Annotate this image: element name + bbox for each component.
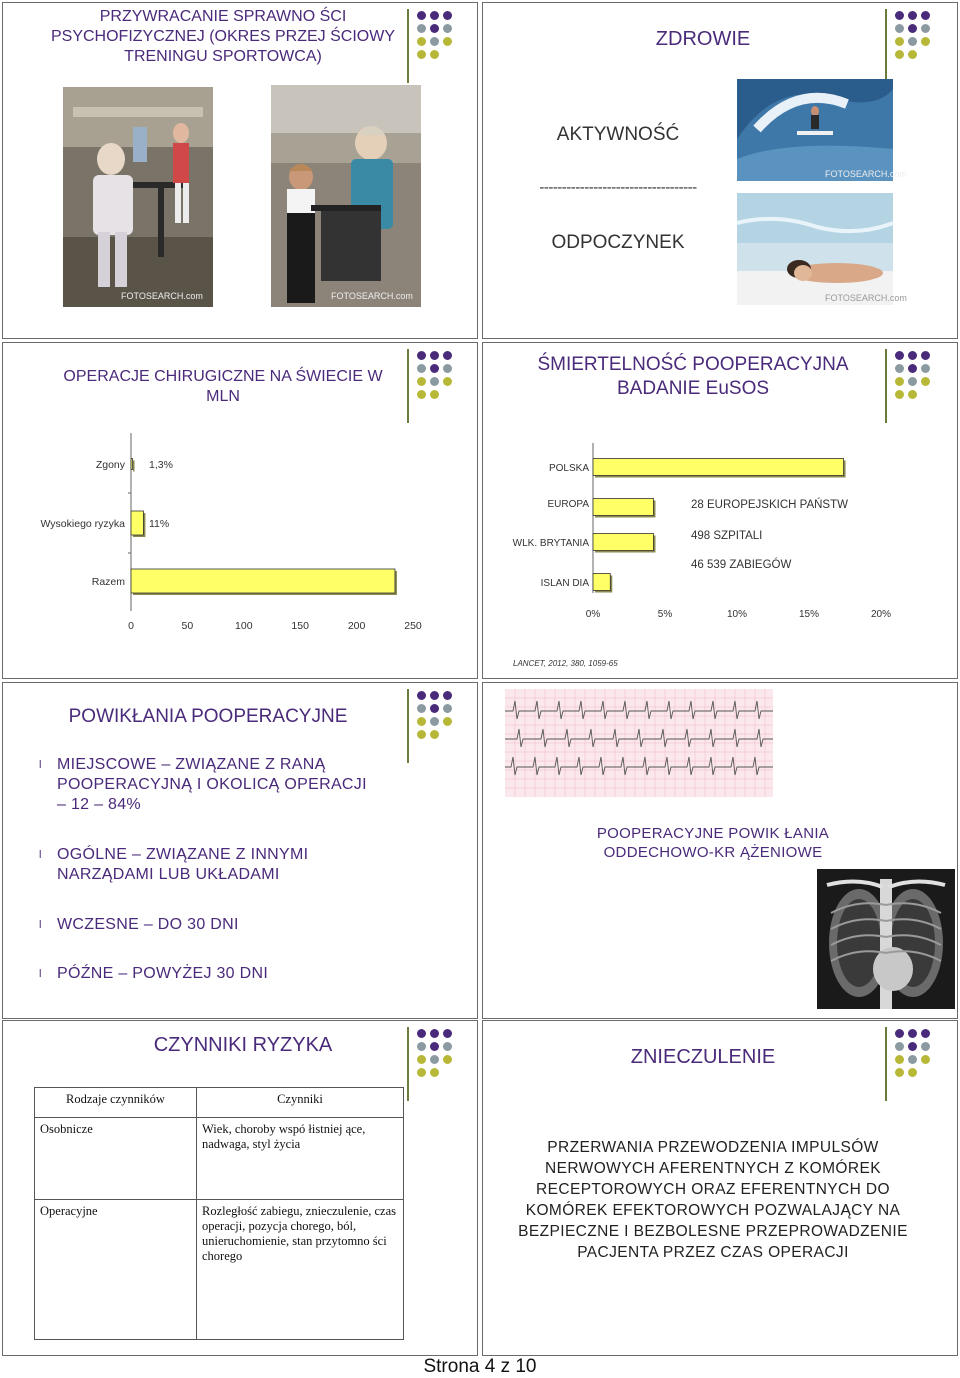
x-tick-label: 5%	[657, 609, 673, 620]
chest-xray-image	[817, 869, 955, 1009]
table-row	[35, 1118, 404, 1200]
bullet-local	[39, 755, 377, 815]
decorative-dots-icon	[895, 1029, 935, 1089]
category-label: EUROPA	[547, 499, 589, 510]
risk-factors-table	[34, 1087, 404, 1340]
slide-health	[482, 2, 958, 339]
decorative-dots-icon	[417, 11, 457, 71]
separator-line: -----------------------------------	[539, 179, 697, 196]
page-footer: Strona 4 z 10	[423, 1356, 537, 1377]
rest-label: ODPOCZYNEK	[551, 232, 685, 253]
slide-title: CZYNNIKI RYZYKA	[153, 1034, 333, 1056]
bullet-text: PÓŹNE – POWYŻEJ 30 DNI	[57, 965, 269, 982]
mortality-bar-chart	[483, 343, 959, 680]
watermark: FOTOSEARCH.com	[121, 291, 203, 301]
x-tick-label: 200	[347, 620, 366, 632]
x-tick-label: 20%	[870, 609, 892, 620]
slide-title: POWIKŁANIA POOPERACYJNE	[68, 706, 348, 727]
slide-surgery-worldwide	[2, 342, 478, 679]
surfer-photo	[737, 79, 907, 181]
bullet-glyph: l	[39, 759, 42, 771]
slide-risk-factors	[2, 1020, 478, 1356]
category-label: ISLAN DIA	[540, 578, 589, 589]
bar	[593, 499, 653, 516]
category-label: POLSKA	[548, 463, 589, 474]
slide-anesthesia	[482, 1020, 958, 1356]
accent-bar	[407, 9, 409, 83]
table-cell: Operacyjne	[35, 1200, 197, 1340]
bullet-general	[39, 845, 377, 885]
annotation-countries: 28 EUROPEJSKICH PAŃSTW	[691, 499, 848, 511]
slide-title: OPERACJE CHIRUGICZNE NA ŚWIECIE W MLN	[63, 368, 383, 405]
slide-title: ZNIECZULENIE	[630, 1046, 776, 1068]
slide-title: ZDROWIE	[655, 28, 751, 50]
decorative-dots-icon	[417, 1029, 457, 1089]
bar	[131, 511, 143, 535]
watermark: FOTOSEARCH.com	[825, 169, 907, 179]
table-row	[35, 1200, 404, 1340]
slide-complications	[2, 682, 478, 1019]
slide-postoperative-mortality	[482, 342, 958, 679]
bar-shadow	[133, 461, 135, 472]
slide-cardiorespiratory	[482, 682, 958, 1019]
column-header: Rodzaje czynników	[35, 1088, 197, 1118]
bullet-early	[39, 915, 377, 935]
bullet-text: MIEJSCOWE – ZWIĄZANE Z RANĄ POOPERACYJNĄ I OKOLICĄ OPERACJI – 12 – 84%	[57, 756, 367, 813]
bar	[593, 534, 653, 551]
accent-bar	[885, 9, 887, 83]
watermark: FOTOSEARCH.com	[825, 293, 907, 303]
x-tick-label: 250	[404, 620, 422, 632]
accent-bar	[407, 689, 409, 763]
bullet-text: OGÓLNE – ZWIĄZANE Z INNYMI NARZĄDAMI LUB UKŁADAMI	[57, 846, 309, 883]
data-label: 1,3%	[149, 459, 173, 471]
slide-title: PRZYWRACANIE SPRAWNO ŚCI PSYCHOFIZYCZNEJ (OKRES PRZEJ ŚCIOWY TRENINGU SPORTOWCA)	[50, 8, 396, 65]
ecg-image	[505, 689, 773, 797]
relaxing-woman-photo	[737, 193, 907, 305]
decorative-dots-icon	[895, 11, 935, 71]
slide-caption: POOPERACYJNE POWIK ŁANIA ODDECHOWO-KR ĄŻENIOWE	[596, 825, 830, 861]
gym-photo-elderly-man	[63, 87, 213, 307]
activity-label: AKTYWNOŚĆ	[556, 124, 680, 145]
data-label: 11%	[149, 518, 170, 530]
x-tick-label: 10%	[726, 609, 748, 620]
category-label: Razem	[91, 576, 125, 588]
annotation-hospitals: 498 SZPITALI	[691, 530, 763, 542]
table-cell: Osobnicze	[35, 1118, 197, 1200]
bullet-glyph: l	[39, 919, 42, 931]
bar	[131, 459, 133, 470]
bar	[593, 574, 610, 591]
category-label: Zgony	[95, 459, 125, 471]
surgery-bar-chart	[3, 343, 479, 643]
accent-bar	[407, 1027, 409, 1101]
x-tick-label: 100	[235, 620, 253, 632]
x-tick-label: 15%	[798, 609, 820, 620]
x-tick-label: 0	[128, 620, 134, 632]
x-tick-label: 0%	[585, 609, 601, 620]
slide-title: ŚMIERTELNOŚĆ POOPERACYJNA BADANIE EuSOS	[537, 354, 849, 399]
citation: LANCET, 2012, 380, 1059-65	[513, 659, 618, 668]
category-label: Wysokiego ryzyka	[40, 518, 125, 530]
table-cell: Wiek, choroby wspó łistniej ące, nadwaga, styl życia	[197, 1118, 404, 1200]
decorative-dots-icon	[417, 691, 457, 751]
x-tick-label: 50	[181, 620, 194, 632]
annotation-procedures: 46 539 ZABIEGÓW	[691, 559, 792, 571]
slide-body-text: PRZERWANIA PRZEWODZENIA IMPULSÓW NERWOWYCH AFERENTNYCH Z KOMÓREK RECEPTOROWYCH ORAZ EFERENTNYCH DO KOMÓREK EFEKTOROWYCH POZWALAJĄCY NA BEZPIECZNE I BEZBOLESNE PRZEPROWADZENIE PACJENTA PRZEZ CZAS OPERACJI	[518, 1139, 908, 1261]
bullet-late	[39, 964, 377, 984]
bullet-glyph: l	[39, 968, 42, 980]
bar	[131, 569, 395, 593]
bar	[593, 459, 844, 476]
column-header: Czynniki	[197, 1088, 404, 1118]
slide-fitness-training	[2, 2, 478, 339]
accent-bar	[885, 1027, 887, 1101]
table-header-row	[35, 1088, 404, 1118]
gym-photo-treadmill	[271, 85, 421, 307]
category-label: WLK. BRYTANIA	[512, 538, 589, 549]
watermark: FOTOSEARCH.com	[331, 291, 413, 301]
bullet-text: WCZESNE – DO 30 DNI	[57, 916, 239, 933]
table-cell: Rozległość zabiegu, znieczulenie, czas operacji, pozycja chorego, ból, unieruchomienie, stan przytomno ści chorego	[197, 1200, 404, 1340]
x-tick-label: 150	[291, 620, 309, 632]
bullet-glyph: l	[39, 849, 42, 861]
